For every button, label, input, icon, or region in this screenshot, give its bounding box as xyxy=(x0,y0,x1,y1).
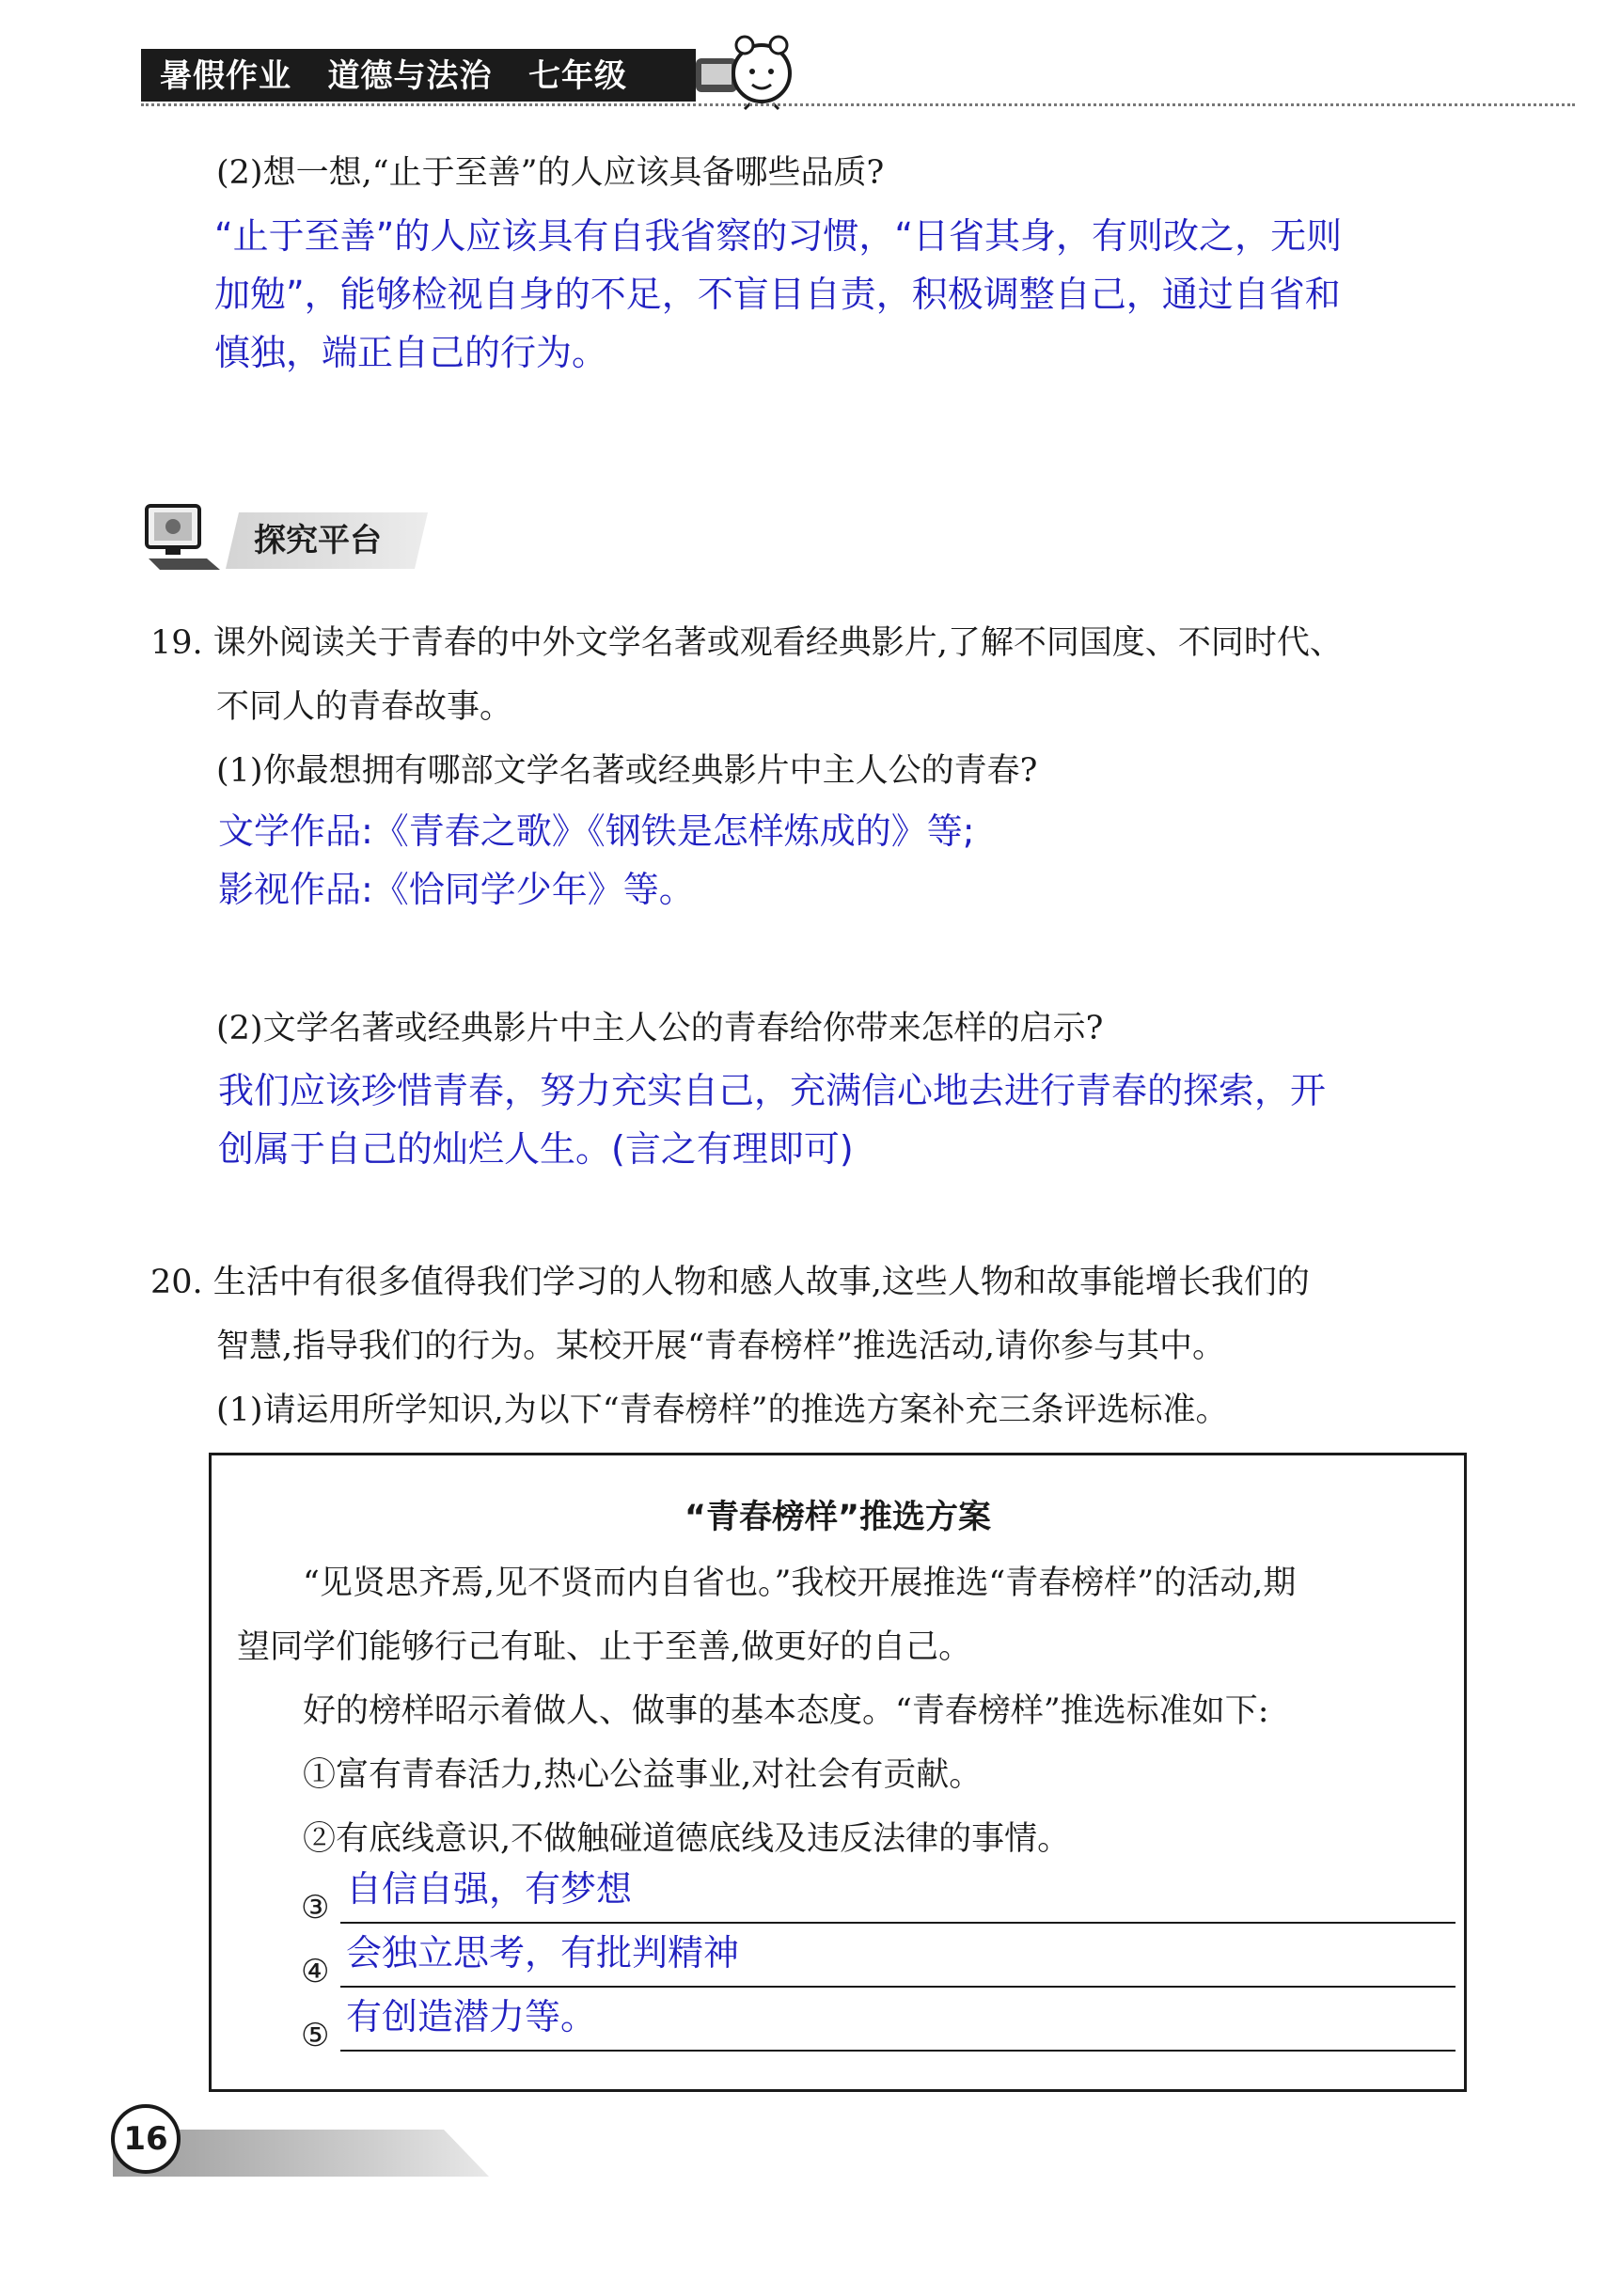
question-19-2: (2)文学名著或经典影片中主人公的青春给你带来怎样的启示? xyxy=(216,1010,1104,1047)
proposal-paragraph: 望同学们能够行己有耻、止于至善,做更好的自己。 xyxy=(237,1628,972,1666)
question-20-stem: 智慧,指导我们的行为。某校开展“青春榜样”推选活动,请你参与其中。 xyxy=(216,1328,1226,1365)
question-20-1: (1)请运用所学知识,为以下“青春榜样”的推选方案补充三条评选标准。 xyxy=(216,1392,1229,1429)
header-divider xyxy=(141,103,1575,106)
fill-marker: ⑤ xyxy=(301,2017,330,2054)
answer-line: 创属于自己的灿烂人生。(言之有理即可) xyxy=(218,1128,854,1170)
fill-answer: 会独立思考，有批判精神 xyxy=(346,1932,740,1974)
question-20-stem: 20. 生活中有很多值得我们学习的人物和感人故事,这些人物和故事能增长我们的 xyxy=(150,1264,1310,1301)
question-19-stem: 19. 课外阅读关于青春的中外文学名著或观看经典影片,了解不同国度、不同时代、 xyxy=(150,624,1343,662)
question-18-2: (2)想一想,“止于至善”的人应该具备哪些品质? xyxy=(216,154,885,192)
answer-line: 我们应该珍惜青春，努力充实自己，充满信心地去进行青春的探索，开 xyxy=(218,1070,1327,1111)
question-19-1: (1)你最想拥有哪部文学名著或经典影片中主人公的青春? xyxy=(216,752,1038,790)
computer-icon xyxy=(141,500,226,575)
answer-line: 加勉”，能够检视自身的不足，不盲目自责，积极调整自己，通过自省和 xyxy=(214,274,1341,315)
alarm-clock-icon xyxy=(696,26,799,111)
proposal-title: “青春榜样”推选方案 xyxy=(684,1499,991,1536)
fill-answer: 有创造潜力等。 xyxy=(346,1996,597,2037)
criteria-item: ①富有青春活力,热心公益事业,对社会有贡献。 xyxy=(303,1756,983,1794)
header-title: 暑假作业 道德与法治 七年级 xyxy=(160,57,628,95)
fill-marker: ④ xyxy=(301,1953,330,1990)
answer-line: “止于至善”的人应该具有自我省察的习惯，“日省其身，有则改之，无则 xyxy=(214,215,1343,257)
criteria-item: ②有底线意识,不做触碰道德底线及违反法律的事情。 xyxy=(303,1820,1071,1858)
answer-line: 文学作品:《青春之歌》《钢铁是怎样炼成的》等; xyxy=(218,810,975,852)
fill-marker: ③ xyxy=(301,1889,330,1926)
question-19-stem: 不同人的青春故事。 xyxy=(216,688,513,726)
proposal-paragraph: “见贤思齐焉,见不贤而内自省也。”我校开展推选“青春榜样”的活动,期 xyxy=(303,1565,1297,1602)
page-number: 16 xyxy=(123,2120,168,2158)
answer-line: 慎独，端正自己的行为。 xyxy=(214,332,608,373)
proposal-paragraph: 好的榜样昭示着做人、做事的基本态度。“青春榜样”推选标准如下: xyxy=(303,1692,1269,1730)
answer-line: 影视作品:《恰同学少年》等。 xyxy=(218,869,695,910)
section-label: 探究平台 xyxy=(254,522,382,559)
fill-line xyxy=(340,2050,1456,2052)
fill-answer: 自信自强，有梦想 xyxy=(346,1868,633,1910)
